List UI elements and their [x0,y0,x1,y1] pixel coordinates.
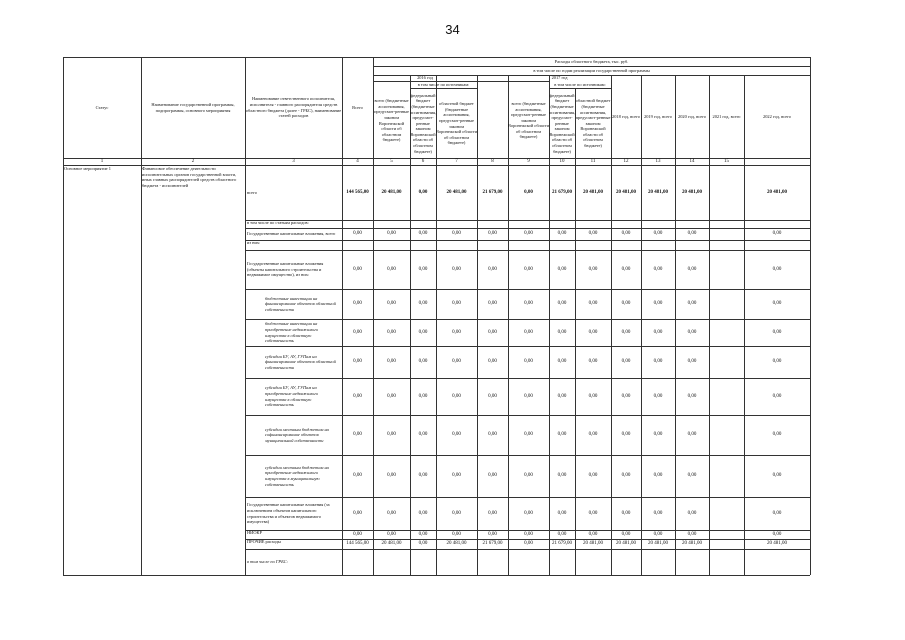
row-value: 0,00 [653,359,663,364]
row-value: 0,00 [687,301,697,306]
row-label: из них: [247,240,261,245]
row-value: 21 679,00 [482,541,503,546]
row-value: 0,00 [621,531,631,537]
row-value: 0,00 [557,432,567,437]
row-value: 21 679,00 [552,189,572,195]
row-value: 0,00 [772,301,782,306]
row-value: 0,00 [452,231,461,236]
header-incl-sources-2016: в том числе по источникам: [417,82,470,87]
row-value: 0,00 [353,432,362,437]
row-value: 0,00 [557,510,567,516]
row-label: в том числе по ГРБС: [247,559,289,565]
row-value: 0,00 [452,266,461,272]
row-value: 20 481,00 [616,541,636,546]
row-value: 0,00 [387,231,396,236]
row-value: 144 565,00 [346,541,369,546]
row-value: 0,00 [621,393,631,399]
row-value: 0,00 [387,329,396,335]
row-value: 0,00 [557,231,567,236]
row-value: 0,00 [557,266,567,272]
column-number: 15 [724,159,729,164]
row-value: 0,00 [557,473,567,478]
row-value: 0,00 [621,231,631,236]
header-year-2016: 2016 год [417,75,433,80]
row-value: 0,00 [772,266,782,272]
column-number: 6 [421,159,425,164]
column-number: 14 [689,159,695,164]
row-label: всего [247,189,257,195]
column-number: 10 [559,159,565,164]
row-value: 0,00 [452,432,461,437]
row-value: 0,00 [557,359,567,364]
row-value: 0,00 [418,393,428,399]
row-value: 0,00 [687,432,697,437]
row-value: 0,00 [387,510,396,516]
row-value: 0,00 [418,531,428,537]
column-number: 5 [390,159,393,164]
row-value: 0,00 [418,359,428,364]
row-value: 0,00 [452,329,461,335]
row-value: 0,00 [524,301,533,306]
header-incl-sources-2017: в том числе по источникам: [554,82,606,87]
row-value: 0,00 [588,231,598,236]
row-value: 0,00 [653,473,663,478]
row-value: 20 481,00 [583,189,603,195]
header-by-years: в том числе по годам реализации государственной программы [533,68,650,73]
row-value: 0,00 [387,301,396,306]
row-value: 0,00 [588,473,598,478]
row-value: 0,00 [588,329,598,335]
column-number: 11 [590,159,596,164]
header-responsible: Наименование ответственного исполнителя, исполнителя - главного распорядителя средств областного бюджета (далее - ГРБС), наименование статей расходов [245,96,342,119]
row-value: 0,00 [524,531,533,537]
row-value: 0,00 [687,359,697,364]
row-value: 0,00 [621,266,631,272]
row-value: 0,00 [387,266,396,272]
row-value: 0,00 [418,189,428,195]
row-value: 0,00 [621,359,631,364]
row-value: 0,00 [653,329,663,335]
row-value: 0,00 [557,393,567,399]
row-value: 0,00 [488,266,497,272]
header-2017-regional: областной бюджет (бюджетные ассигнования, предусмот-ренные законом Воронежской области об областном бюджете) [575,98,611,149]
column-number: 9 [527,159,530,164]
row-value: 0,00 [621,432,631,437]
row-value: 0,00 [588,510,598,516]
row-value: 0,00 [488,329,497,335]
header-total: Всего [352,104,363,110]
row-value: 0,00 [524,329,533,335]
row-label: субсидии местным бюджетам на приобретение недвижимого имущества в муниципальную собственность [265,464,329,487]
row-value: 0,00 [687,393,697,399]
row-value: 0,00 [524,473,533,478]
header-status: Статус [95,104,109,110]
row-value: 0,00 [772,329,782,335]
row-value: 0,00 [353,393,362,399]
row-value: 0,00 [387,432,396,437]
column-number: 7 [455,159,458,164]
row-value: 0,00 [452,301,461,306]
header-y2021: 2021 год, всего [712,113,741,119]
table-rule [810,57,811,575]
column-number: 4 [356,159,359,164]
row-value: 21 679,00 [552,541,572,546]
row-value: 0,00 [524,541,533,546]
header-y2018: 2018 год, всего [612,113,640,119]
row-label: субсидии БУ, АУ, ГУПам на приобретение недвижимого имущества в областную собственность [265,385,319,408]
row-value: 0,00 [653,231,663,236]
row-value: 0,00 [418,231,428,236]
row-value: 0,00 [353,231,362,236]
row-value: 0,00 [452,531,461,537]
row-value: 0,00 [488,231,497,236]
row-value: 0,00 [387,531,396,537]
row-value: 0,00 [588,359,598,364]
row-value: 0,00 [588,432,598,437]
row-value: 20 481,00 [682,189,702,195]
row-value: 20 481,00 [767,189,787,195]
row-value: 0,00 [557,329,567,335]
row-label: Государственные капитальные вложения (объекты капитального строительства и недвижимое имущество), из них: [247,261,324,278]
row-value: 0,00 [488,510,497,516]
row-value: 20 481,00 [446,189,467,195]
row-value: 20 481,00 [767,541,787,546]
row-value: 20 481,00 [446,541,467,546]
row-label: ПРОЧИЕ расходы [247,539,281,544]
row-value: 0,00 [524,359,533,364]
row-value: 21 679,00 [482,189,503,195]
row-value: 0,00 [452,393,461,399]
header-2016-regional: областной бюджет (бюджетные ассигнования, предусмот-ренные законом Воронежской области об областном бюджете) [436,101,477,146]
row-label: НИОКР [247,530,262,535]
row-value: 0,00 [524,231,533,236]
row-value: 0,00 [524,393,533,399]
row-value: 0,00 [488,473,497,478]
row-value: 0,00 [687,473,697,478]
row-value: 0,00 [687,510,697,516]
row-value: 0,00 [418,510,428,516]
column-number: 3 [292,159,295,164]
row-value: 0,00 [653,510,663,516]
row-value: 0,00 [488,393,497,399]
column-number: 1 [100,159,104,164]
table-rule [63,575,245,576]
row-label: Государственные капитальные вложения (за исключением объектов капитального строительства и объектов недвижимого имущества) [247,502,330,525]
row-value: 0,00 [418,473,428,478]
column-number: 13 [655,159,661,164]
row-value: 0,00 [418,266,428,272]
row-value: 0,00 [687,329,697,335]
row-value: 0,00 [524,266,533,272]
row-value: 0,00 [772,510,782,516]
budget-table [63,57,810,575]
row-value: 0,00 [557,301,567,306]
row-value: 0,00 [687,266,697,272]
row-value: 0,00 [621,510,631,516]
row-value: 0,00 [452,473,461,478]
header-2017-federal: федеральный бюджет (бюджетные ассигнования, предусмот-ренные законом Воронежской области об областном бюджете) [549,92,575,154]
row-value: 0,00 [387,473,396,478]
row-label: бюджетные инвестиции на финансирование объектов областной собственности [265,295,336,312]
status-cell: Основное мероприятие 1 [64,166,111,171]
row-value: 0,00 [524,510,533,516]
row-value: 20 481,00 [381,541,402,546]
row-value: 0,00 [418,432,428,437]
header-year-2017: 2017 год [551,75,568,80]
row-value: 0,00 [488,531,497,537]
column-number: 12 [623,159,629,164]
row-value: 0,00 [687,231,697,236]
row-value: 0,00 [524,189,533,195]
row-value: 20 481,00 [616,189,636,195]
row-value: 20 481,00 [648,541,668,546]
row-value: 0,00 [687,531,697,537]
row-value: 0,00 [772,393,782,399]
row-value: 144 565,00 [346,189,369,195]
row-value: 20 481,00 [682,541,702,546]
column-number: 8 [491,159,494,164]
row-value: 20 481,00 [648,189,668,195]
table-rule [373,66,810,67]
row-label: Государственные капитальные вложения, всего [247,231,336,237]
row-value: 0,00 [353,473,362,478]
header-expenses: Расходы областного бюджета, тыс. руб. [554,59,629,64]
row-value: 0,00 [488,359,497,364]
row-value: 0,00 [353,301,362,306]
row-value: 0,00 [772,473,782,478]
row-value: 0,00 [353,266,362,272]
row-label: субсидии местным бюджетам на софинансирование объектов муниципальной собственности [265,426,329,443]
row-value: 0,00 [653,393,663,399]
row-label: бюджетные инвестиции на приобретение недвижимого имущества в областную собственность [265,321,319,344]
row-value: 0,00 [772,231,782,236]
row-value: 0,00 [653,301,663,306]
row-value: 0,00 [588,301,598,306]
row-value: 0,00 [653,266,663,272]
row-value: 0,00 [621,301,631,306]
row-value: 0,00 [653,531,663,537]
row-value: 0,00 [418,541,428,546]
row-value: 0,00 [452,510,461,516]
row-value: 0,00 [772,531,782,537]
row-value: 0,00 [588,531,598,537]
row-value: 0,00 [488,432,497,437]
header-2016-federal: федеральный бюджет (бюджетные ассигнования, предусмот-ренные законом Воронежской области об областном бюджете) [410,92,436,154]
header-2016-total: всего (бюджетные ассигнования, предусмот-ренные законом Воронежской области об областном бюджете) [374,98,409,143]
header-y2022: 2022 год, всего [763,113,791,119]
row-value: 0,00 [588,393,598,399]
row-value: 0,00 [588,266,598,272]
row-value: 0,00 [353,510,362,516]
row-value: 0,00 [621,473,631,478]
row-value: 0,00 [387,393,396,399]
header-2017-total: всего (бюджетные ассигнования, предусмот-ренные законом Воронежской области об областном бюджете) [508,100,549,140]
row-value: 0,00 [353,531,362,537]
row-label: субсидии БУ, АУ, ГУПам на финансирование объектов областной собственности [265,353,336,370]
row-value: 0,00 [524,432,533,437]
column-number: 2 [191,159,195,164]
row-value: 0,00 [772,359,782,364]
row-value: 0,00 [418,329,428,335]
row-value: 0,00 [353,329,362,335]
program-cell: Финансовое обеспечение деятельности исполнительных органов государственной власти, иных главных распорядителей средств областного бюджета - исполнителей [142,166,237,188]
row-value: 0,00 [452,359,461,364]
row-value: 20 481,00 [583,541,603,546]
row-value: 0,00 [621,329,631,335]
page-number: 34 [445,22,460,37]
row-value: 0,00 [353,359,362,364]
header-y2019: 2019 год, всего [644,113,672,119]
row-value: 20 481,00 [381,189,402,195]
row-value: 0,00 [557,531,567,537]
row-value: 0,00 [418,301,428,306]
row-label: в том числе по статьям расходов: [247,220,309,225]
row-value: 0,00 [387,359,396,364]
row-value: 0,00 [653,432,663,437]
row-value: 0,00 [488,301,497,306]
header-program-name: Наименование государственной программы, подпрограммы, основного мероприятия [151,101,235,113]
header-y2020: 2020 год, всего [678,113,706,119]
row-value: 0,00 [772,432,782,437]
